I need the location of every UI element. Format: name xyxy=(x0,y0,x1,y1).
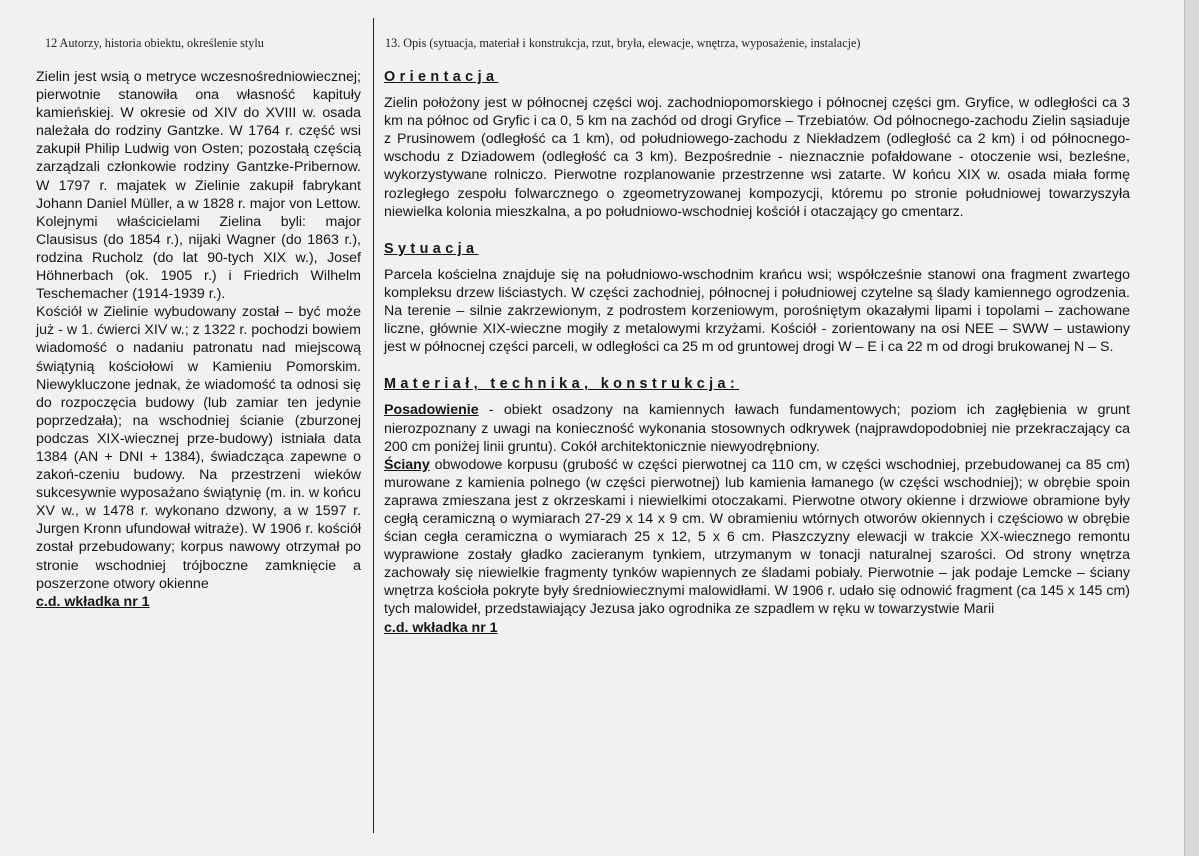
history-paragraph-2: Kościół w Zielinie wybudowany został – być może już - w 1. ćwierci XIV w.; z 1322 r. pochodzi bowiem wiadomość o nadaniu patronatu nad miejscową świątynią kościołowi w Kamieniu Pomorskim. Niewykluczone jednak, że wiadomość ta odnosi się do rozpoczęcia budowy (lub zamiar ten jedynie poprzedzała); na wschodniej ścianie (zburzonej podczas XIX-wiecznej prze-budowy) istniała data 1384 (AN + DNI + 1384), świadcząca zapewne o zakoń-czeniu budowy. Na przestrzeni wieków sukcesywnie wyposażano świątynię (m. in. w końcu XV w., w 1478 r. wykonano dzwony, a w 1597 r. Jurgen Kronn ufundował witraże). W 1906 r. kościół został przebudowany; korpus nawowy otrzymał po stronie wschodniej trójboczne zamknięcie a poszerzone otwory okienne xyxy=(36,304,361,592)
right-column-header: 13. Opis (sytuacja, materiał i konstrukcja, rzut, bryła, elewacje, wnętrza, wyposażenie, instalacje) xyxy=(385,36,861,50)
sciany-label: Ściany xyxy=(384,456,430,473)
text-orientacja: Zielin położony jest w północnej części woj. zachodniopomorskiego i północnej części gm. Gryfice, w odległości ca 3 km na północ od Gryfic i ca 0, 5 km na zachód od drogi Gryfice – Trzebiatów. Od północnego-zachodu Zielin sąsiaduje z Prusinowem (odległość ca 1 km), od południowego-zachodu z Niekładzem (odległość ca 2 km) i od północnego-wschodu z Dziadowem (odległość ca 3 km). Bezpośrednie - nieznacznie pofałdowane - otoczenie wsi, bezleśne, wykorzystywane rolniczo. Pierwotne rozplanowanie przestrzenne wsi zatarte. W końcu XIX w. osada miała formę rozległego zespołu folwarcznego o zgeometryzowanej kompozycji, któremu po stronie południowej towarzyszyła niewielka kolonia mieszkalna, a po południowo-wschodniej kościół i otaczający go cmentarz. xyxy=(384,95,1130,220)
sciany-paragraph xyxy=(384,456,1130,619)
text-sytuacja: Parcela kościelna znajduje się na południowo-wschodnim krańcu wsi; współcześnie stanowi ona fragment zwartego kompleksu drzew liściastych. W części zachodniej, północnej i południowej czytelne są ślady kamiennego ogrodzenia. Na terenie – silnie zakrzewionym, z podrostem korzeniowym, porośniętym okazałymi lipami i topolami – zachowane liczne, głównie XIX-wieczne mogiły z metalowymi krzyżami. Kościół - zorientowany na osi NEE – SWW – ustawiony jest w północnej części parceli, w odległości ca 25 m od gruntowej drogi W – E i ca 22 m od drogi brukowanej N – S. xyxy=(384,266,1130,356)
posadowienie-label: Posadowienie xyxy=(384,402,479,419)
posadowienie-paragraph xyxy=(384,401,1130,455)
column-divider xyxy=(373,18,374,833)
sciany-text: obwodowe korpusu (grubość w części pierwotnej ca 110 cm, w części wschodniej, przebudowanej ca 85 cm) murowane z kamienia polnego (w części pierwotnej) lub kamienia łamanego (w części wschodniej); w obrębie spoin zaprawa zmieszana jest z okrzeskami i niewielkimi otoczakami. Pierwotne otwory okienne i drzwiowe obramione były cegłą ceramiczną o wymiarach 27-29 x 14 x 9 cm. W obramieniu wtórnych otworów okiennych i częściowo w obrębie ścian cegła ceramiczna o wymiarach 25 x 12, 5 x 6 cm. Płaszczyzny elewacji w trakcie XX-wiecznego remontu wyprawione zostały gładko zacieranym tynkiem, utrzymanym w tonacji naturalnej szarości. Od strony wnętrza zachowały się niewielkie fragmenty tynków wapiennych ze śladami pobiały. Pierwotnie – jak podaje Lemcke – ściany wnętrza kościoła pokryte były średniowiecznymi malowidłami. W 1906 r. udało się odnowić fragment (ca 145 x 145 cm) tych malowideł, przedstawiający Jezusa jako ogrodnika ze szpadlem w ręku w towarzystwie Marii xyxy=(384,456,1130,618)
description-column xyxy=(384,68,1130,637)
left-column-header: 12 Autorzy, historia obiektu, określenie stylu xyxy=(45,36,264,50)
history-column xyxy=(36,68,361,611)
posadowienie-text: - obiekt osadzony na kamiennych ławach fundamentowych; poziom ich zagłębienia w grunt nierozpoznany z uwagi na konieczność wykonania stosownych odkrywek (najprawdopodobniej nie przekraczający ca 200 cm poniżej linii gruntu). Cokół architektonicznie niewyodrębniony. xyxy=(384,402,1130,455)
heading-sytuacja: Sytuacja xyxy=(384,240,479,257)
heading-material: Materiał, technika, konstrukcja: xyxy=(384,376,740,393)
scan-edge xyxy=(1184,0,1199,856)
heading-orientacja: Orientacja xyxy=(384,69,499,85)
history-paragraph-1: Zielin jest wsią o metryce wczesnośredniowiecznej; pierwotnie stanowiła ona własność kapituły kamieńskiej. W okresie od XIV do XVIII w. osada należała do rodziny Gantzke. W 1764 r. część wsi zakupił Philip Ludwig von Osten; pozostałą częścią zarządzali członkowie rodziny Gantzke-Pribernow. W 1797 r. majatek w Zielinie zakupił fabrykant Johann Daniel Müller, a w 1828 r. major von Lettow. Kolejnymi właścicielami Zielina byli: major Clausisus (do 1854 r.), nijaki Wagner (do 1863 r.), rodzina Rucholz (do lat 90-tych XIX w.), Josef Höhnerbach (ok. 1905 r.) i Friedrich Wilhelm Teschemacher (1914-1939 r.). xyxy=(36,69,361,303)
continuation-note-right: c.d. wkładka nr 1 xyxy=(384,619,498,636)
continuation-note-left: c.d. wkładka nr 1 xyxy=(36,593,150,610)
